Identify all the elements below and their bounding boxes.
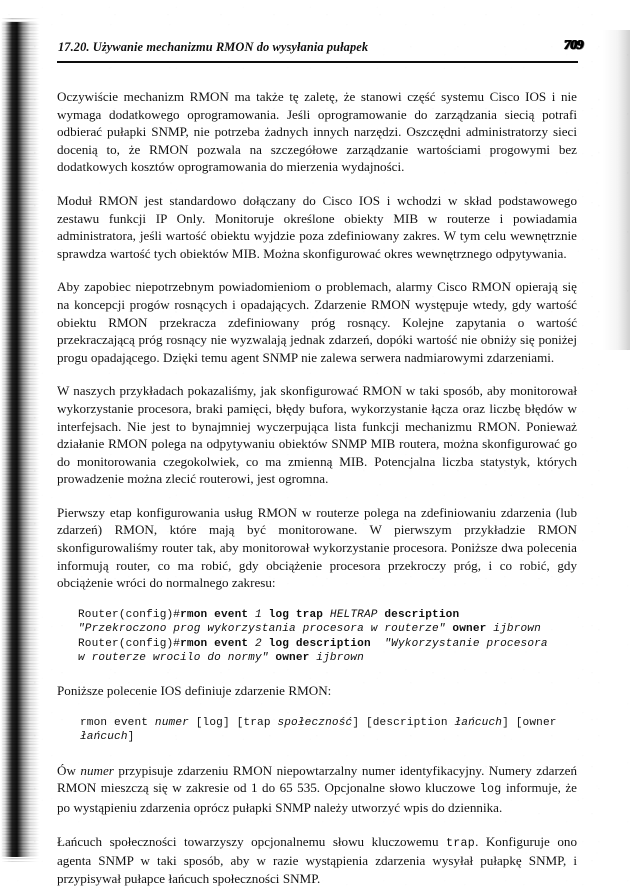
code-line-3 <box>78 637 577 651</box>
paragraph-3 <box>57 278 577 366</box>
code-argument: w routerze wrocilo do normy" <box>78 652 269 665</box>
page-content-column <box>57 37 583 893</box>
code-argument: HELTRAP <box>329 608 378 621</box>
code-block-ios-syntax <box>57 716 577 745</box>
paragraph-6 <box>57 682 577 700</box>
paragraph-7 <box>57 762 577 817</box>
running-head <box>57 37 583 70</box>
code-line-syntax <box>80 716 577 745</box>
header-rule-divider <box>57 61 578 63</box>
paragraph-5 <box>57 504 577 592</box>
code-keyword: rmon event <box>180 608 256 621</box>
code-argument: ijbrown <box>316 652 364 665</box>
paragraph-8-text-b: . Konfiguruje ono agenta SNMP w taki sposób, aby w razie wystąpienia zdarzenia wysyłał pułapkę SNMP, i przypisywał pułapce łańcuch społeczności SNMP. <box>57 833 577 886</box>
paragraph-2 <box>57 192 577 262</box>
paragraph-8-inline-code: trap <box>446 836 476 850</box>
syntax-placeholder: łańcuch <box>454 717 503 730</box>
code-line-1 <box>78 608 577 622</box>
code-keyword: owner <box>268 652 317 665</box>
paragraph-7-inline-code: log <box>479 783 502 797</box>
paragraph-1-text: Oczywiście mechanizm RMON ma także tę zaletę, że stanowi część systemu Cisco IOS i nie wymaga dodatkowego oprogramowania. Jeśli oprogramowanie do zarządzania siecią potrafi odbierać pułapki SNMP, nie potrzeba żadnych innych narzędzi. Oszczędni administratorzy sieci docenią to, że RMON pozwala na szczegółowe zarządzanie wartościami progowymi bez dodatkowych kosztów oprogramowania do mierzenia wydajności. <box>57 89 577 175</box>
syntax-placeholder: społeczność <box>277 717 353 730</box>
paragraph-8 <box>57 833 577 888</box>
code-keyword: owner <box>445 623 494 636</box>
code-block-router-cli-example <box>57 608 577 666</box>
syntax-keyword: [log] [trap <box>188 717 278 730</box>
paragraph-7-emphasis: numer <box>80 762 114 778</box>
code-argument: "Wykorzystanie procesora <box>370 637 548 650</box>
running-head-title: 17.20. Używanie mechanizmu RMON do wysyłania pułapek <box>58 40 369 54</box>
code-argument: ijbrown <box>493 623 541 636</box>
code-argument: 2 <box>255 637 262 650</box>
paragraph-7-text-b: przypisuje zdarzeniu RMON niepowtarzalny numer identyfikacyjny. Numery zdarzeń RMON mieszczą się w zakresie od 1 do 65 535. Opcjonalne słowo kluczowe <box>57 762 577 796</box>
syntax-placeholder: łańcuch <box>80 731 128 744</box>
syntax-keyword: ] [owner <box>502 717 564 730</box>
paragraph-1 <box>57 88 577 176</box>
code-keyword: rmon event <box>180 637 256 650</box>
paragraph-7-text-c: informuje, że po wystąpieniu zdarzenia oprócz pułapki SNMP należy utworzyć wpis do dziennika. <box>57 780 577 816</box>
paragraph-4 <box>57 382 577 488</box>
syntax-placeholder: numer <box>154 717 189 730</box>
syntax-keyword: rmon event <box>80 717 155 730</box>
paragraph-3-text: Aby zapobiec niepotrzebnym powiadomieniom o problemach, alarmy Cisco RMON opierają się na koncepcji progów rosnących i opadających. Zdarzenie RMON występuje wtedy, gdy wartość obiektu RMON przekracza zdefiniowany próg rosnący. Kolejne zapytania o wartość przekraczającą próg rosnący nie wyzwalają jednak zdarzeń, dopóki wartość nie obniży się poniżej progu opadającego. Dzięki temu agent SNMP nie zalewa serwera nadmiarowymi zdarzeniami. <box>57 279 577 365</box>
page-right-edge-shadow <box>596 30 630 350</box>
code-keyword: description <box>377 608 460 621</box>
code-prompt: Router(config)# <box>78 608 181 621</box>
paragraph-5-text: Pierwszy etap konfigurowania usług RMON w routerze polega na zdefiniowaniu zdarzenia (lub zdarzeń) RMON, które mają być monitorowane. W pierwszym przykładzie RMON skonfigurowaliśmy router tak, aby monitorował wykorzystanie procesora. Poniższe dwa polecenia informują router, co ma robić, gdy obciążenie procesora przekroczy próg, i co robić, gdy obciążenie wróci do normalnego zakresu: <box>57 504 577 591</box>
paragraph-4-text: W naszych przykładach pokazaliśmy, jak skonfigurować RMON w taki sposób, aby monitorował wykorzystanie procesora, braki pamięci, błędy bufora, wykorzystanie łącza oraz liczbę błędów w interfejsach. Nie jest to bynajmniej wyczerpująca lista funkcji mechanizmu RMON. Ponieważ działanie RMON polega na odpytywaniu obiektów SNMP MIB routera, można skonfigurować go do monitorowania czegokolwiek, co ma zmienną MIB. Potencjalna liczba statystyk, których prowadzenie można zlecić routerowi, jest ogromna. <box>57 383 577 487</box>
book-gutter-noise <box>2 18 44 863</box>
code-argument: 1 <box>255 608 262 621</box>
code-keyword: log trap <box>261 608 330 621</box>
book-gutter-shadow <box>0 22 40 857</box>
code-line-4 <box>78 651 577 665</box>
syntax-keyword: ] [description <box>352 717 455 730</box>
code-argument: "Przekroczono prog wykorzystania procesora w routerze" <box>78 623 446 636</box>
code-prompt: Router(config)# <box>78 637 181 650</box>
page-number: 709 <box>563 37 583 52</box>
paragraph-2-text: Moduł RMON jest standardowo dołączany do Cisco IOS i wchodzi w skład podstawowego zestawu funkcji IP Only. Monitoruje określone obiekty MIB w routerze i powiadamia administratora, jeśli wartość obiektu wyjdzie poza zdefiniowany zakres. W tym celu wewnętrznie sprawdza wartość tych obiektów MIB. Można skonfigurować okres wewnętrznego odpytywania. <box>57 192 577 261</box>
paragraph-7-text-a: Ów <box>57 762 81 778</box>
code-keyword: log description <box>261 637 371 650</box>
code-line-2 <box>78 622 577 636</box>
syntax-keyword: ] <box>127 731 135 744</box>
paragraph-6-text: Poniższe polecenie IOS definiuje zdarzenie RMON: <box>57 683 332 699</box>
paragraph-8-text-a: Łańcuch społeczności towarzyszy opcjonalnemu słowu kluczowemu <box>57 833 447 849</box>
